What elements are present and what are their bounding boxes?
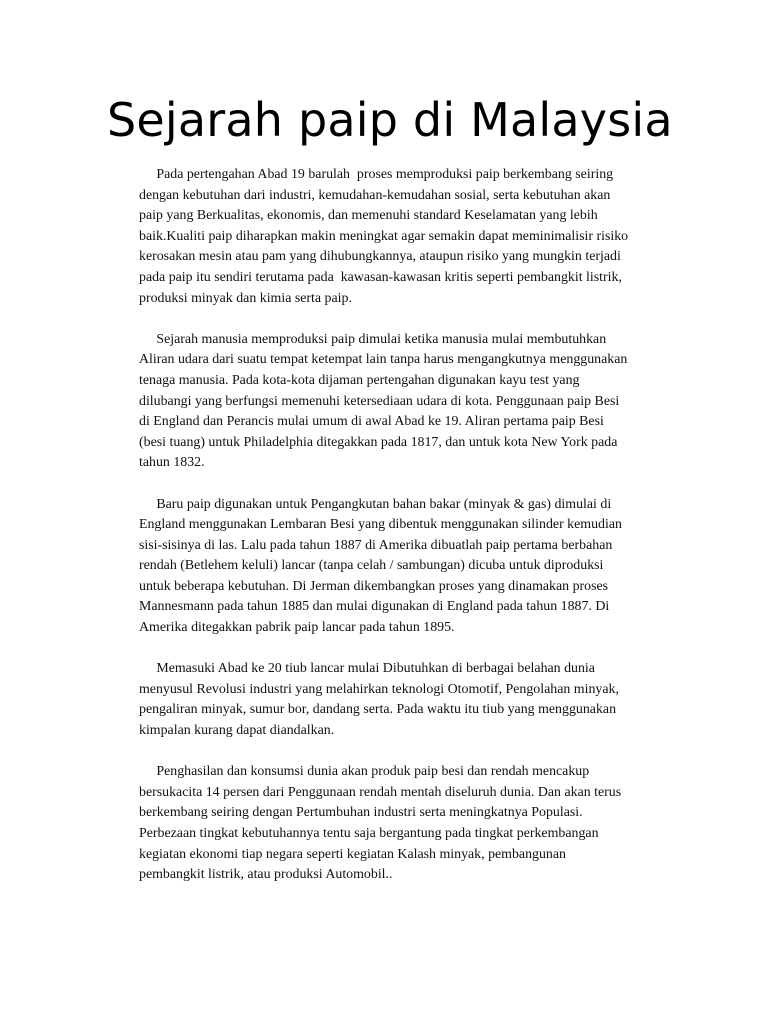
paragraph-line: produksi minyak dan kimia serta paip. [139,290,352,306]
document-body [139,165,679,906]
paragraph-line: sisi-sisinya di las. Lalu pada tahun 1887 di Amerika dibuatlah paip pertama berbahan [139,537,613,553]
paragraph-line: Perbezaan tingkat kebutuhannya tentu saja bergantung pada tingkat perkembangan [139,826,599,841]
paragraph-line: Aliran udara dari suatu tempat ketempat lain tanpa harus mengangkutnya menggunakan [139,352,628,368]
paragraph-line: Baru paip digunakan untuk Pengangkutan bahan bakar (minyak & gas) dimulai di [139,496,612,512]
paragraph-line: tenaga manusia. Pada kota-kota dijaman pertengahan digunakan kayu test yang [139,372,580,388]
paragraph-line: kegiatan ekonomi tiap negara seperti kegiatan Kalash minyak, pembangunan [139,846,566,862]
paragraph-line: di England dan Perancis mulai umum di awal Abad ke 19. Aliran pertama paip Besi [139,414,604,430]
paragraph-line: baik.Kualiti paip diharapkan makin meningkat agar semakin dapat meminimalisir risiko [139,228,629,244]
paragraph-line: untuk beberapa kebutuhan. Di Jerman dikembangkan proses yang dinamakan proses [139,578,609,594]
paragraph-line: England menggunakan Lembaran Besi yang dibentuk menggunakan silinder kemudian [139,517,622,533]
paragraph-2 [139,330,679,474]
paragraph-line: bersukacita 14 persen dari Penggunaan rendah mentah diseluruh dunia. Dan akan terus [139,784,622,800]
document-title: Sejarah paip di Malaysia [107,93,673,147]
paragraph-line: Pada pertengahan Abad 19 barulah proses memproduksi paip berkembang seiring [139,167,614,182]
paragraph-line: rendah (Betlehem keluli) lancar (tanpa celah / sambungan) dicuba untuk diproduksi [139,558,604,574]
paragraph-line: pengaliran minyak, sumur bor, dandang serta. Pada waktu itu tiub yang menggunakan [139,702,617,718]
paragraph-line: Mannesmann pada tahun 1885 dan mulai digunakan di England pada tahun 1887. Di [139,599,610,615]
paragraph-line: Penghasilan dan konsumsi dunia akan produk paip besi dan rendah mencakup [139,764,590,780]
paragraph-line: kimpalan kurang dapat diandalkan. [139,723,335,739]
paragraph-line: Memasuki Abad ke 20 tiub lancar mulai Dibutuhkan di berbagai belahan dunia [139,661,595,677]
paragraph-line: berkembang seiring dengan Pertumbuhan industri serta meningkatnya Populasi. [139,805,583,821]
paragraph-line: Sejarah manusia memproduksi paip dimulai ketika manusia mulai membutuhkan [139,331,607,347]
paragraph-5 [139,762,679,886]
paragraph-1 [139,165,679,309]
paragraph-line: (besi tuang) untuk Philadelphia ditegakkan pada 1817, dan untuk kota New York pada [139,434,618,450]
paragraph-line: tahun 1832. [139,455,205,471]
paragraph-line: kerosakan mesin atau pam yang dihubungkannya, ataupun risiko yang mungkin terjadi [139,249,621,265]
paragraph-line: dilubangi yang berfungsi memenuhi ketersediaan udara di kota. Penggunaan paip Besi [139,393,620,409]
paragraph-line: pada paip itu sendiri terutama pada kawasan-kawasan kritis seperti pembangkit listrik, [139,269,622,285]
paragraph-line: pembangkit listrik, atau produksi Automobil.. [139,867,393,883]
paragraph-line: Amerika ditegakkan pabrik paip lancar pada tahun 1895. [139,620,455,636]
paragraph-3 [139,495,679,639]
paragraph-line: dengan kebutuhan dari industri, kemudahan-kemudahan sosial, serta kebutuhan akan [139,187,611,203]
paragraph-4 [139,659,679,741]
paragraph-line: paip yang Berkualitas, ekonomis, dan memenuhi standard Keselamatan yang lebih [139,208,598,224]
paragraph-line: menyusul Revolusi industri yang melahirkan teknologi Otomotif, Pengolahan minyak, [139,681,619,697]
